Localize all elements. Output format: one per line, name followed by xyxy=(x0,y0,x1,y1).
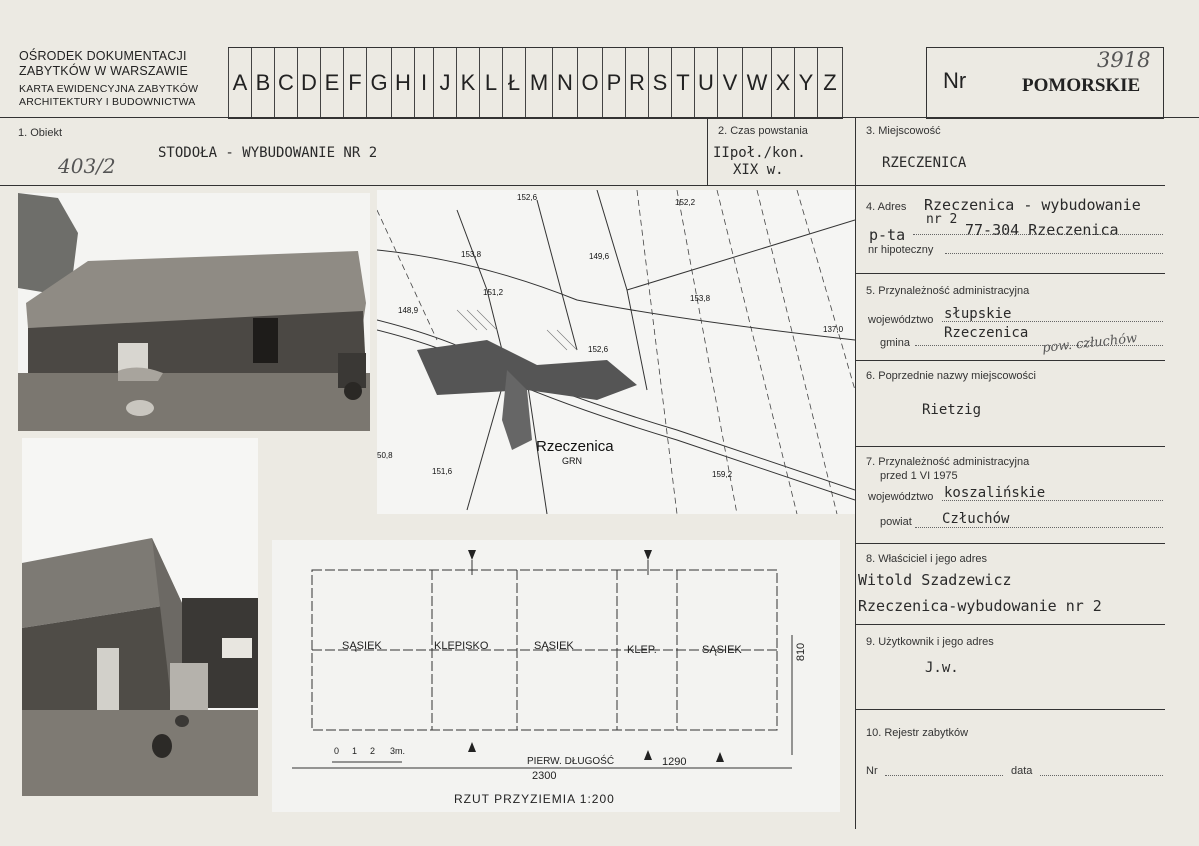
powiat-value: Człuchów xyxy=(942,511,1010,527)
woj2-label: województwo xyxy=(868,491,934,503)
dotted-line xyxy=(945,253,1163,254)
index-letter: U xyxy=(694,48,717,118)
map-grn-label: GRN xyxy=(562,456,582,466)
region-name: POMORSKIE xyxy=(1022,75,1141,96)
adres-value-2: nr 2 xyxy=(926,212,958,227)
index-letter: D xyxy=(297,48,320,118)
dimension-length-label: PIERW. DŁUGOŚĆ xyxy=(527,756,615,767)
index-letter: K xyxy=(456,48,479,118)
nr-value: 3918 xyxy=(1097,48,1151,72)
rejestr-nr-label: Nr xyxy=(866,765,878,777)
rejestr-label: 10. Rejestr zabytków xyxy=(866,727,969,739)
index-letter: E xyxy=(320,48,343,118)
room-label: SĄSIEK xyxy=(702,644,742,656)
przyn2-label-1: 7. Przynależność administracyjna xyxy=(866,456,1030,468)
divider xyxy=(707,117,708,185)
barn-photo-front xyxy=(18,193,370,431)
woj2-value: koszalińskie xyxy=(944,485,1046,501)
room-label: SĄSIEK xyxy=(342,640,382,652)
map-elevation: 137,0 xyxy=(823,325,844,334)
index-letter: F xyxy=(343,48,366,118)
index-letter: T xyxy=(671,48,694,118)
floor-plan xyxy=(272,540,840,812)
woj-label: województwo xyxy=(868,314,934,326)
hipoteczny-label: nr hipoteczny xyxy=(868,244,934,256)
czas-value-1: IIpoł./kon. xyxy=(713,145,806,161)
wlasc-value-2: Rzeczenica-wybudowanie nr 2 xyxy=(858,597,1102,615)
adres-label: 4. Adres xyxy=(866,201,907,213)
woj-value: słupskie xyxy=(944,306,1012,322)
card-type-2: ARCHITEKTURY I BUDOWNICTWA xyxy=(19,96,196,108)
map-elevation: 153,8 xyxy=(461,250,482,259)
map-elevation: 152,6 xyxy=(588,345,609,354)
index-letter: P xyxy=(602,48,625,118)
divider xyxy=(855,543,1165,544)
card-type-1: KARTA EWIDENCYJNA ZABYTKÓW xyxy=(19,83,199,95)
wlasc-value-1: Witold Szadzewicz xyxy=(858,571,1012,589)
dotted-line xyxy=(915,345,1163,346)
letter-index xyxy=(228,47,843,119)
index-letter: B xyxy=(251,48,274,118)
index-letter: W xyxy=(742,48,771,118)
location-map xyxy=(377,190,855,514)
dotted-line xyxy=(885,775,1003,776)
dotted-line xyxy=(913,234,1163,235)
map-elevation: 148,9 xyxy=(398,306,419,315)
index-letter: N xyxy=(552,48,577,118)
przyn2-label-2: przed 1 VI 1975 xyxy=(880,470,958,482)
powiat-label: powiat xyxy=(880,516,912,528)
uzytk-label: 9. Użytkownik i jego adres xyxy=(866,636,994,648)
index-letter: I xyxy=(414,48,433,118)
czas-value-2: XIX w. xyxy=(733,162,784,178)
gmina-value: Rzeczenica xyxy=(944,325,1029,341)
index-letter: Y xyxy=(794,48,817,118)
przyn-label: 5. Przynależność administracyjna xyxy=(866,285,1030,297)
divider xyxy=(855,709,1165,710)
dotted-line xyxy=(915,527,1163,528)
obiekt-value: STODOŁA - WYBUDOWANIE NR 2 xyxy=(158,145,378,161)
dotted-line xyxy=(1040,775,1163,776)
rejestr-data-label: data xyxy=(1011,765,1033,777)
dotted-line xyxy=(942,321,1163,322)
divider xyxy=(855,624,1165,625)
wlasc-label: 8. Właściciel i jego adres xyxy=(866,553,988,565)
adres-pta: p-ta xyxy=(869,226,906,244)
index-letter: Ł xyxy=(502,48,525,118)
divider xyxy=(855,273,1165,274)
barn-photo-side xyxy=(22,438,258,796)
scale-label: 1 xyxy=(352,746,358,756)
room-label: KLEPISKO xyxy=(434,640,489,652)
map-elevation: 152,6 xyxy=(517,193,538,202)
nr-label: Nr xyxy=(943,68,967,93)
index-letter: R xyxy=(625,48,648,118)
map-elevation: 159,2 xyxy=(712,470,733,479)
divider xyxy=(0,185,1165,186)
index-letter: C xyxy=(274,48,297,118)
index-letter: S xyxy=(648,48,671,118)
adres-value-3: 77-304 Rzeczenica xyxy=(965,221,1119,239)
poprz-value: Rietzig xyxy=(922,402,982,418)
scale-label: 0 xyxy=(334,746,340,756)
index-letter: V xyxy=(717,48,742,118)
map-elevation: 151,2 xyxy=(483,288,504,297)
index-letter: J xyxy=(433,48,456,118)
index-letter: A xyxy=(228,48,251,118)
institution-name-1: OŚRODEK DOKUMENTACJI xyxy=(19,49,187,63)
index-end xyxy=(842,48,843,118)
index-letter: L xyxy=(479,48,502,118)
map-elevation: 50,8 xyxy=(377,451,393,460)
obiekt-handwritten: 403/2 xyxy=(58,154,116,178)
map-elevation: 153,8 xyxy=(690,294,711,303)
divider xyxy=(0,117,1199,118)
poprz-label: 6. Poprzednie nazwy miejscowości xyxy=(866,370,1036,382)
gmina-label: gmina xyxy=(880,337,910,349)
map-town-label: Rzeczenica xyxy=(536,438,614,455)
map-elevation: 152,2 xyxy=(675,198,696,207)
obiekt-label: 1. Obiekt xyxy=(18,127,63,139)
gmina-handwritten: pow. człuchów xyxy=(1041,331,1138,356)
miejsc-label: 3. Miejscowość xyxy=(866,125,941,137)
index-letter: H xyxy=(391,48,414,118)
adres-value-1: Rzeczenica - wybudowanie xyxy=(924,196,1141,214)
index-letter: G xyxy=(366,48,391,118)
dimension-length: 1290 xyxy=(662,756,687,768)
index-letter: X xyxy=(771,48,794,118)
index-letter: O xyxy=(577,48,602,118)
divider xyxy=(855,446,1165,447)
plan-title: RZUT PRZYZIEMIA 1:200 xyxy=(454,792,615,806)
miejsc-value: RZECZENICA xyxy=(882,155,967,171)
map-elevation: 151,6 xyxy=(432,467,453,476)
dimension-width: 2300 xyxy=(532,770,557,782)
dimension-height: 810 xyxy=(795,642,808,662)
room-label: KLEP. xyxy=(627,644,657,656)
scale-label: 3m. xyxy=(390,746,406,756)
divider xyxy=(855,117,856,829)
divider xyxy=(855,360,1165,361)
uzytk-value: J.w. xyxy=(925,660,959,676)
scale-label: 2 xyxy=(370,746,376,756)
nr-box xyxy=(926,47,1164,119)
dotted-line xyxy=(942,500,1163,501)
index-letter: Z xyxy=(817,48,842,118)
institution-name-2: ZABYTKÓW W WARSZAWIE xyxy=(19,64,189,78)
map-elevation: 149,6 xyxy=(589,252,610,261)
czas-label: 2. Czas powstania xyxy=(718,125,808,137)
room-label: SĄSIEK xyxy=(534,640,574,652)
index-letter: M xyxy=(525,48,552,118)
